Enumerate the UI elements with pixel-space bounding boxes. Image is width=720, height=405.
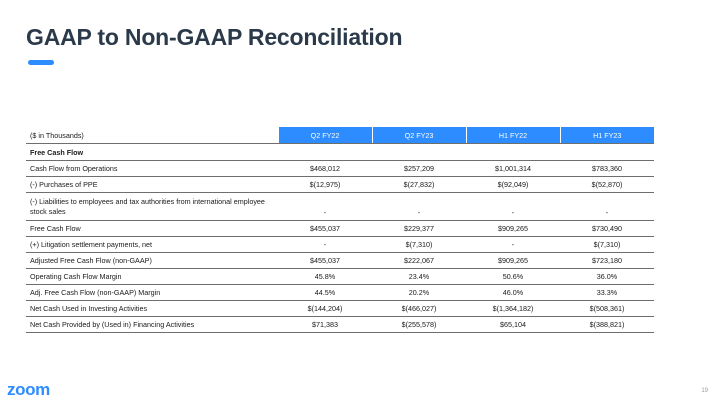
table-cell: - xyxy=(372,193,466,221)
table-cell: $(388,821) xyxy=(560,317,654,333)
row-label: (-) Purchases of PPE xyxy=(26,177,278,193)
table-cell: 23.4% xyxy=(372,269,466,285)
table-cell: $257,209 xyxy=(372,161,466,177)
table-cell: $229,377 xyxy=(372,221,466,237)
table-cell: $730,490 xyxy=(560,221,654,237)
table-row xyxy=(26,269,654,285)
table-cell: 20.2% xyxy=(372,285,466,301)
table-cell: $468,012 xyxy=(278,161,372,177)
row-label: Adj. Free Cash Flow (non-GAAP) Margin xyxy=(26,285,278,301)
column-header: H1 FY22 xyxy=(466,127,560,144)
table-cell: 50.6% xyxy=(466,269,560,285)
table-row xyxy=(26,193,654,221)
table-cell: $(12,975) xyxy=(278,177,372,193)
column-header: H1 FY23 xyxy=(560,127,654,144)
column-header: Q2 FY22 xyxy=(278,127,372,144)
table-cell: $(27,832) xyxy=(372,177,466,193)
row-label: (+) Litigation settlement payments, net xyxy=(26,237,278,253)
table-cell: 36.0% xyxy=(560,269,654,285)
page-title: GAAP to Non-GAAP Reconciliation xyxy=(26,24,403,50)
table-cell: $909,265 xyxy=(466,253,560,269)
table-cell: $(52,870) xyxy=(560,177,654,193)
table-cell: - xyxy=(560,193,654,221)
table-cell: $909,265 xyxy=(466,221,560,237)
table-cell: $71,383 xyxy=(278,317,372,333)
table-cell: $455,037 xyxy=(278,253,372,269)
table-cell: 45.8% xyxy=(278,269,372,285)
row-label: Free Cash Flow xyxy=(26,221,278,237)
table-cell: $(7,310) xyxy=(560,237,654,253)
table-cell: $723,180 xyxy=(560,253,654,269)
row-label: (-) Liabilities to employees and tax authorities from international employee stock sales xyxy=(26,193,278,221)
table-cell: - xyxy=(466,237,560,253)
table-cell: $(255,578) xyxy=(372,317,466,333)
table-cell: $(1,364,182) xyxy=(466,301,560,317)
row-label: Cash Flow from Operations xyxy=(26,161,278,177)
table-cell: - xyxy=(466,193,560,221)
column-header: Q2 FY23 xyxy=(372,127,466,144)
table-header-row xyxy=(26,127,654,144)
table-row xyxy=(26,285,654,301)
table-cell: $(508,361) xyxy=(560,301,654,317)
row-label: Adjusted Free Cash Flow (non-GAAP) xyxy=(26,253,278,269)
table-row xyxy=(26,253,654,269)
table-cell: - xyxy=(278,193,372,221)
table-cell: 44.5% xyxy=(278,285,372,301)
table-cell: - xyxy=(278,237,372,253)
table-cell: $1,001,314 xyxy=(466,161,560,177)
table-row xyxy=(26,161,654,177)
table-cell: $455,037 xyxy=(278,221,372,237)
table-cell: $(144,204) xyxy=(278,301,372,317)
table-cell: 46.0% xyxy=(466,285,560,301)
table-cell: $(466,027) xyxy=(372,301,466,317)
title-accent-bar xyxy=(28,60,54,65)
table-cell: $(92,049) xyxy=(466,177,560,193)
row-label: Net Cash Used in Investing Activities xyxy=(26,301,278,317)
table-cell: $783,360 xyxy=(560,161,654,177)
table-cell: $65,104 xyxy=(466,317,560,333)
table-row xyxy=(26,177,654,193)
row-label: Net Cash Provided by (Used in) Financing Activities xyxy=(26,317,278,333)
reconciliation-table xyxy=(26,127,654,333)
table-row xyxy=(26,221,654,237)
table-row xyxy=(26,237,654,253)
table-cell: 33.3% xyxy=(560,285,654,301)
zoom-logo: zoom xyxy=(7,380,50,399)
section-label: Free Cash Flow xyxy=(26,144,654,161)
table-cell: $222,067 xyxy=(372,253,466,269)
table-row xyxy=(26,317,654,333)
table-cell: $(7,310) xyxy=(372,237,466,253)
section-row xyxy=(26,144,654,161)
row-label: Operating Cash Flow Margin xyxy=(26,269,278,285)
table-row xyxy=(26,301,654,317)
unit-label: ($ in Thousands) xyxy=(26,127,278,144)
page-number: 19 xyxy=(701,388,708,394)
